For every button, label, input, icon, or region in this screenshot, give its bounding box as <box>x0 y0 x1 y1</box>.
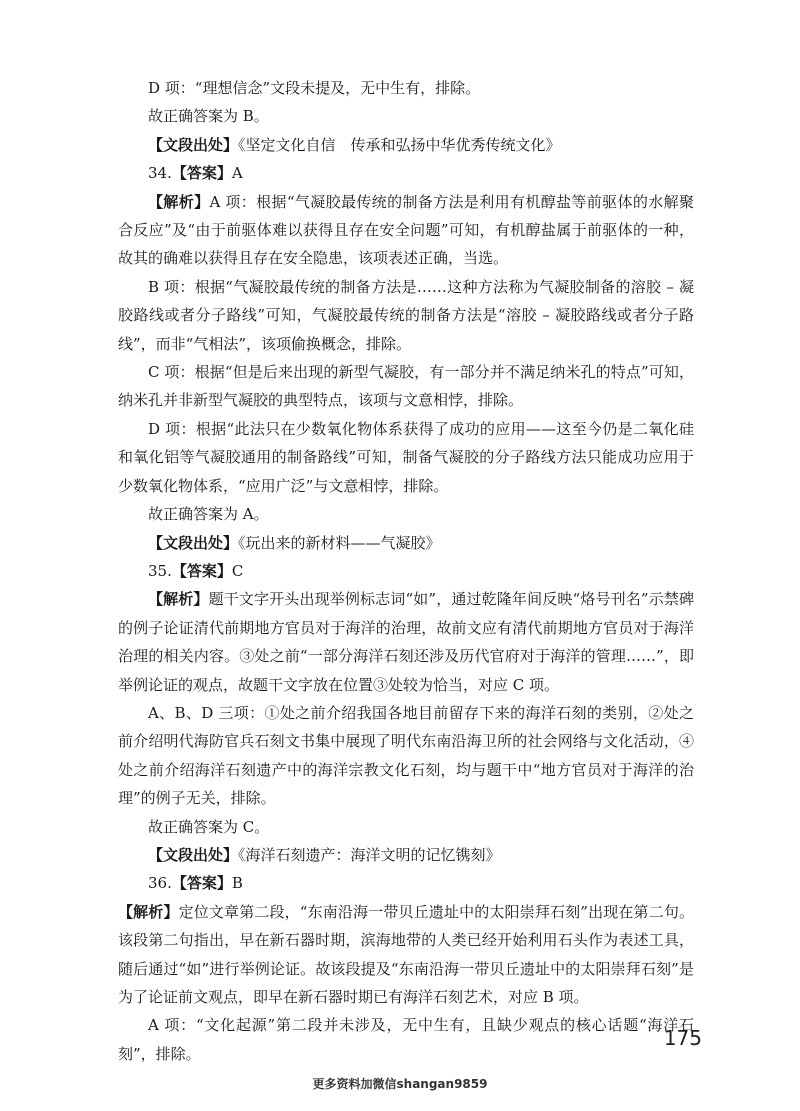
page-number: 175 <box>663 1026 702 1050</box>
answer-line: 36.【答案】B <box>148 874 243 893</box>
analysis-paragraph: 【解析】A 项：根据“气凝胶最传统的制备方法是利用有机醇盐等前驱体的水解聚合反应”及“由于前驱体难以获得且存在安全问题”可知，有机醇盐属于前驱体的一种，故其的确难以获得且存在安全隐患，该项表述正确，当选。 <box>118 192 694 268</box>
paragraph: D 项：根据“此法只在少数氧化物体系获得了成功的应用——这至今仍是二氧化硅和氧化铝等气凝胶通用的制备路线”可知，制备气凝胶的分子路线方法只能成功应用于少数氧化物体系，“应用广泛”与文意相悖，排除。 <box>118 419 694 495</box>
document-body <box>118 74 694 1068</box>
paragraph: 故正确答案为 A。 <box>148 505 269 524</box>
source-line: 【文段出处】《坚定文化自信 传承和弘扬中华优秀传统文化》 <box>148 135 561 154</box>
footer-note: 更多资料加微信shangan9859 <box>312 1077 488 1091</box>
paragraph: 故正确答案为 B。 <box>148 107 269 126</box>
source-line: 【文段出处】《海洋石刻遗产：海洋文明的记忆镌刻》 <box>148 845 501 864</box>
source-line: 【文段出处】《玩出来的新材料——气凝胶》 <box>148 533 441 552</box>
paragraph: C 项：根据“但是后来出现的新型气凝胶，有一部分并不满足纳米孔的特点”可知，纳米孔并非新型气凝胶的典型特点，该项与文意相悖，排除。 <box>118 363 694 410</box>
answer-line: 34.【答案】A <box>148 164 243 183</box>
paragraph: D 项：“理想信念”文段未提及，无中生有，排除。 <box>148 79 481 97</box>
paragraph: 故正确答案为 C。 <box>148 817 270 836</box>
answer-line: 35.【答案】C <box>148 561 244 580</box>
paragraph: B 项：根据“气凝胶最传统的制备方法是……这种方法称为气凝胶制备的溶胶 – 凝胶路线或者分子路线”可知，气凝胶最传统的制备方法是“溶胶 – 凝胶路线或者分子路线”，而非“气相法”，该项偷换概念，排除。 <box>118 277 694 353</box>
paragraph: A 项：“文化起源”第二段并未涉及，无中生有，且缺少观点的核心话题“海洋石刻”，排除。 <box>118 1016 694 1063</box>
analysis-paragraph: 【解析】题干文字开头出现举例标志词“如”，通过乾隆年间反映“烙号刊名”示禁碑的例子论证清代前期地方官员对于海洋的治理，故前文应有清代前期地方官员对于海洋治理的相关内容。③处之前“一部分海洋石刻还涉及历代官府对于海洋的管理……”，即举例论证的观点，故题干文字放在位置③处较为恰当，对应 C 项。 <box>118 590 694 694</box>
analysis-paragraph: 【解析】定位文章第二段，“东南沿海一带贝丘遗址中的太阳崇拜石刻”出现在第二句。该段第二句指出，早在新石器时期，滨海地带的人类已经开始利用石头作为表述工具，随后通过“如”进行举例论证。故该段提及“东南沿海一带贝丘遗址中的太阳崇拜石刻”是为了论证前文观点，即早在新石器时期已有海洋石刻艺术，对应 B 项。 <box>118 902 694 1006</box>
paragraph: A、B、D 三项：①处之前介绍我国各地目前留存下来的海洋石刻的类别，②处之前介绍明代海防官兵石刻文书集中展现了明代东南沿海卫所的社会网络与文化活动，④处之前介绍海洋石刻遗产中的海洋宗教文化石刻，均与题干中“地方官员对于海洋的治理”的例子无关，排除。 <box>118 703 694 808</box>
